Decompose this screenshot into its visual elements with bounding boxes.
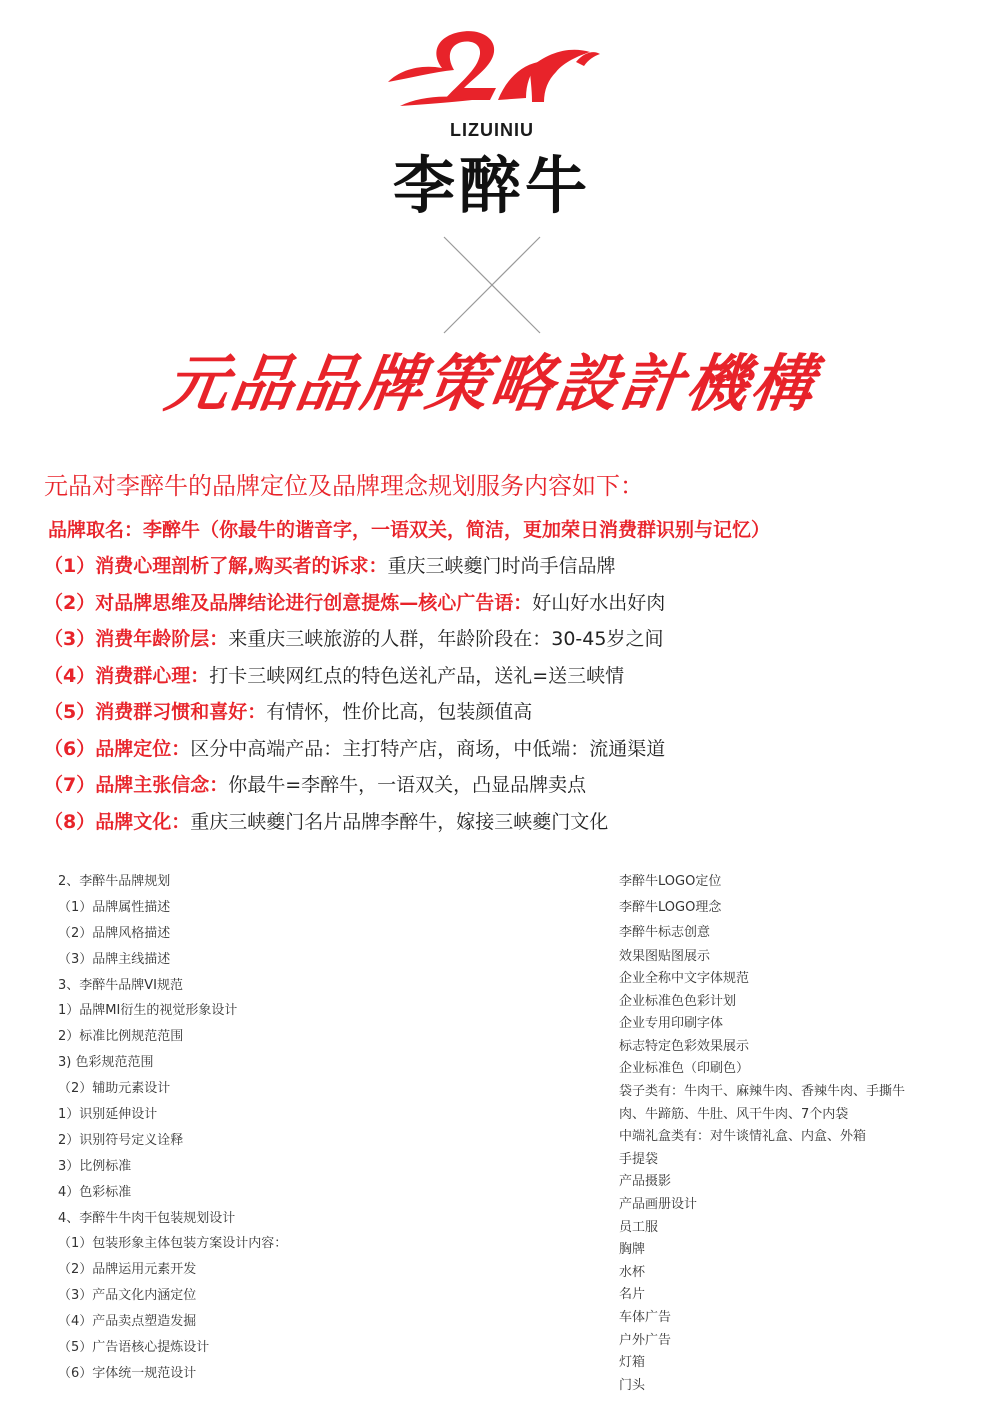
list-item: 李醉牛标志创意 — [619, 925, 711, 940]
list-item: 企业全称中文字体规范 — [619, 971, 750, 987]
list-item: 户外广告 — [619, 1332, 672, 1348]
logo-latin-text: LIZUINIU — [450, 120, 534, 140]
list-item: 肉、牛蹄筋、牛肚、风干牛肉、7个内袋 — [619, 1106, 849, 1122]
positioning-points — [44, 548, 964, 840]
list-item: 李醉牛LOGO理念 — [619, 899, 722, 915]
list-item: 企业标准色（印刷色） — [619, 1061, 750, 1077]
list-item: 水杯 — [619, 1264, 646, 1280]
list-item: 1）品牌MI衍生的视觉形象设计 — [58, 1003, 238, 1019]
list-item: （1）包装形象主体包装方案设计内容： — [58, 1236, 288, 1252]
list-item: 企业专用印刷字体 — [619, 1016, 724, 1032]
point-item: （7）品牌主张信念：你最牛=李醉牛，一语双关，凸显品牌卖点 — [44, 774, 587, 796]
list-item: （2）品牌运用元素开发 — [58, 1262, 197, 1278]
brand-naming-line: 品牌取名：李醉牛（你最牛的谐音字，一语双关，简洁，更加荣日消费群识别与记忆） — [48, 519, 771, 541]
brand-planning-list — [58, 869, 558, 1387]
list-item: （2）辅助元素设计 — [58, 1081, 171, 1097]
list-item: 李醉牛LOGO定位 — [619, 874, 722, 889]
list-item: 4、李醉牛牛肉干包装规划设计 — [58, 1210, 236, 1226]
list-item: 2、李醉牛品牌规划 — [58, 874, 171, 889]
list-item: 车体广告 — [619, 1310, 672, 1325]
list-item: （1）品牌属性描述 — [58, 899, 171, 915]
list-item: 手提袋 — [619, 1151, 659, 1167]
point-item: （6）品牌定位：区分中高端产品：主打特产店，商场，中低端：流通渠道 — [44, 737, 666, 760]
list-item: 效果图贴图展示 — [619, 948, 711, 964]
bull-logo-icon — [380, 22, 604, 122]
list-item: （4）产品卖点塑造发掘 — [58, 1314, 197, 1330]
logo-chinese-text: 李醉牛 — [392, 149, 591, 222]
point-item: （5）消费群习惯和喜好：有情怀，性价比高，包装颜值高 — [44, 701, 533, 723]
point-item: （8）品牌文化：重庆三峡夔门名片品牌李醉牛，嫁接三峡夔门文化 — [44, 810, 609, 833]
list-item: 袋子类有：牛肉干、麻辣牛肉、香辣牛肉、手撕牛 — [619, 1084, 906, 1100]
deliverables-list — [619, 869, 939, 1397]
point-item: （4）消费群心理：打卡三峡网红点的特色送礼产品，送礼=送三峡情 — [44, 664, 625, 687]
list-item: （6）字体统一规范设计 — [58, 1365, 197, 1381]
list-item: 3、李醉牛品牌VI规范 — [58, 977, 183, 993]
list-item: 名片 — [619, 1287, 646, 1303]
list-item: 灯箱 — [619, 1355, 646, 1371]
list-item: 2）识别符号定义诠释 — [58, 1132, 184, 1148]
list-item: 员工服 — [619, 1219, 659, 1235]
list-item: 标志特定色彩效果展示 — [619, 1038, 750, 1054]
list-item: 中端礼盒类有：对牛谈情礼盒、内盒、外箱 — [619, 1129, 867, 1145]
point-item: （3）消费年龄阶层：来重庆三峡旅游的人群，年龄阶段在：30-45岁之间 — [44, 628, 664, 650]
list-item: 3）比例标准 — [58, 1158, 132, 1174]
intro-heading: 元品对李醉牛的品牌定位及品牌理念规划服务内容如下： — [44, 472, 644, 500]
list-item: 产品画册设计 — [619, 1197, 698, 1213]
point-item: （2）对品牌思维及品牌结论进行创意提炼—核心广告语：好山好水出好肉 — [44, 591, 666, 614]
list-item: （3）品牌主线描述 — [58, 951, 171, 967]
list-item: 2）标准比例规范范围 — [58, 1029, 184, 1045]
list-item: （2）品牌风格描述 — [58, 925, 171, 941]
list-item: 企业标准色色彩计划 — [619, 993, 737, 1009]
list-item: 3) 色彩规范范围 — [58, 1055, 154, 1071]
list-item: 4）色彩标准 — [58, 1184, 132, 1200]
list-item: 1）识别延伸设计 — [58, 1107, 158, 1123]
list-item: 产品摄影 — [619, 1174, 672, 1190]
list-item: 胸牌 — [619, 1242, 646, 1258]
list-item: （5）广告语核心提炼设计 — [58, 1340, 210, 1356]
list-item: （3）产品文化内涵定位 — [58, 1288, 197, 1304]
brand-logo — [0, 0, 984, 230]
cross-divider-icon — [442, 235, 542, 335]
agency-title: 元品品牌策略設計機構 — [161, 347, 822, 420]
point-item: （1）消费心理剖析了解,购买者的诉求：重庆三峡夔门时尚手信品牌 — [44, 555, 616, 577]
list-item: 门头 — [619, 1377, 646, 1393]
